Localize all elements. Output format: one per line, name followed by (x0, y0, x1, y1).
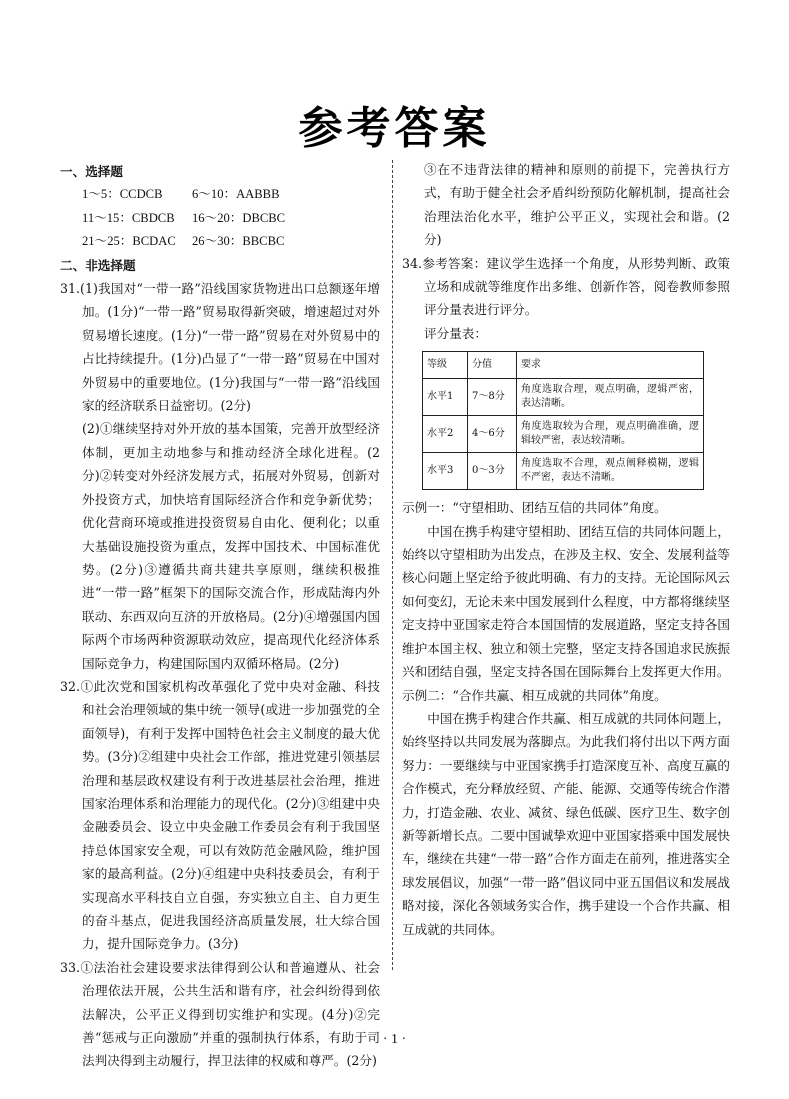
choice-answer: 11～15：CBDCB (82, 210, 175, 225)
choice-answer-row (60, 207, 380, 230)
table-cell: 角度选取较为合理，观点明确准确，逻辑较严密，表达较清晰。 (517, 416, 704, 453)
q33-part2: ③在不违背法律的精神和原则的前提下，完善执行方式，有助于健全社会矛盾纠纷预防化解机制，提高社会治理法治化水平，维护公平正义，实现社会和谐。(2分) (424, 162, 730, 248)
table-cell: 水平1 (423, 379, 468, 416)
page-number: · 1 · (382, 1032, 407, 1047)
table-cell: 角度选取不合理，观点阐释模糊，逻辑不严密，表达不清晰。 (517, 453, 704, 490)
choice-answer: 16～20：DBCBC (192, 210, 286, 225)
q31-part2: (2)①继续坚持对外开放的基本国策，完善开放型经济体制，更加主动地参与和推动经济全球化进程。(2分)②转变对外经济发展方式，拓展对外贸易，创新对外投资方式，加快培育国际经济合作和竞争新优势；优化营商环境或推进投资贸易自由化、便利化；以重大基础设施投资为重点，发挥中国技术、中国标准优势。(2分)③遵循共商共建共享原则，继续积极推进“一带一路”框架下的国际交流合作，形成陆海内外联动、东西双向互济的开放格局。(2分)④增强国内国际两个市场两种资源联动效应，提高现代化经济体系国际竞争力，构建国际国内双循环格局。(2分) (82, 421, 380, 671)
table-cell: 水平3 (423, 453, 468, 490)
choice-answer-row (60, 230, 380, 253)
table-cell: 0～3分 (468, 453, 517, 490)
right-column (402, 158, 730, 941)
example1-body: 中国在携手构建守望相助、团结互信的共同体问题上，始终以守望相助为出发点，在涉及主权、安全、发展利益等核心问题上坚定给予彼此明确、有力的支持。无论国际风云如何变幻，无论未来中国发展到什么程度，中方都将继续坚定支持中亚国家走符合本国国情的发展道路，坚定支持各国维护本国主权、独立和领土完整，坚定支持各国追求民族振兴和团结自强，坚定支持各国在国际舞台上发挥更大作用。 (402, 523, 730, 680)
page-title: 参考答案 (298, 103, 491, 154)
example2-body: 中国在携手构建合作共赢、相互成就的共同体问题上，始终坚持以共同发展为落脚点。为此我们将付出以下两方面努力：一要继续与中亚国家携手打造深度互补、高度互赢的合作模式，充分释放经贸、产能、能源、交通等传统合作潜力，打造金融、农业、减贫、绿色低碳、医疗卫生、数字创新等新增长点。二要中国诚挚欢迎中亚国家搭乘中国发展快车，继续在共建“一带一路”合作方面走在前列，推进落实全球发展倡议，加强“一带一路”倡议同中亚五国倡议和发展战略对接，深化各领域务实合作，携手建设一个合作共赢、相互成就的共同体。 (402, 710, 730, 937)
choice-answer-row (60, 183, 380, 206)
table-header-row (423, 352, 704, 379)
section-heading-choice: 一、选择题 (60, 164, 123, 179)
table-row (423, 453, 704, 490)
table-cell: 4～6分 (468, 416, 517, 453)
q34-intro: 34.参考答案：建议学生选择一个角度，从形势判断、政策立场和成就等维度作出多维、创新作答，阅卷教师参照评分量表进行评分。 (402, 255, 730, 318)
table-label: 评分量表： (424, 325, 487, 341)
choice-answer: 6～10：AABBB (192, 187, 280, 202)
left-column (60, 160, 380, 1073)
table-header: 等级 (423, 352, 468, 379)
choice-answer: 21～25：BCDAC (82, 234, 176, 249)
q33-part1: 33.①法治社会建设要求法律得到公认和普遍遵从、社会治理依法开展，公共生活和谐有序，社会纠纷得到依法解决，公平正义得到切实维护和实现。(4分)②完善“惩戒与正向激励”并重的强制执行体系，有助于司法判决得到主动履行，捍卫法律的权威和尊严。(2分) (60, 959, 380, 1069)
table-cell: 水平2 (423, 416, 468, 453)
table-header: 要求 (517, 352, 704, 379)
section-heading-nonchoice: 二、非选择题 (60, 257, 136, 273)
table-cell: 7～8分 (468, 379, 517, 416)
q32-answer: 32.①此次党和国家机构改革强化了党中央对金融、科技和社会治理领域的集中统一领导(或进一步加强党的全面领导)，有利于发挥中国特色社会主义制度的最大优势。(3分)②组建中央社会工作部，推进党建引领基层治理和基层政权建设有利于改进基层社会治理，推进国家治理体系和治理能力的现代化。(2分)③组建中央金融委员会、设立中央金融工作委员会有利于我国坚持总体国家安全观，可以有效防范金融风险，维护国家的最高利益。(2分)④组建中央科技委员会，有利于实现高水平科技自立自强，夯实独立自主、自力更生的奋斗基点，促进我国经济高质量发展，壮大综合国力，提升国际竞争力。(3分) (60, 678, 380, 952)
choice-answer: 1～5：CCDCB (82, 187, 163, 202)
table-header: 分值 (468, 352, 517, 379)
choice-answer: 26～30：BBCBC (192, 234, 285, 249)
q31-part1: 31.(1)我国对“一带一路”沿线国家货物进出口总额逐年增加。(1分)“一带一路”贸易取得新突破，增速超过对外贸易增长速度。(1分)“一带一路”贸易在对外贸易中的占比持续提升。(1分)凸显了“一带一路”贸易在中国对外贸易中的重要地位。(1分)我国与“一带一路”沿线国家的经济联系日益密切。(2分) (60, 281, 380, 414)
table-row (423, 416, 704, 453)
scoring-table (422, 351, 704, 490)
example1-title: 示例一：“守望相助、团结互信的共同体”角度。 (402, 500, 667, 516)
column-divider (392, 160, 393, 970)
table-cell: 角度选取合理，观点明确，逻辑严密，表达清晰。 (517, 379, 704, 416)
table-row (423, 379, 704, 416)
example2-title: 示例二：“合作共赢、相互成就的共同体”角度。 (402, 687, 667, 703)
